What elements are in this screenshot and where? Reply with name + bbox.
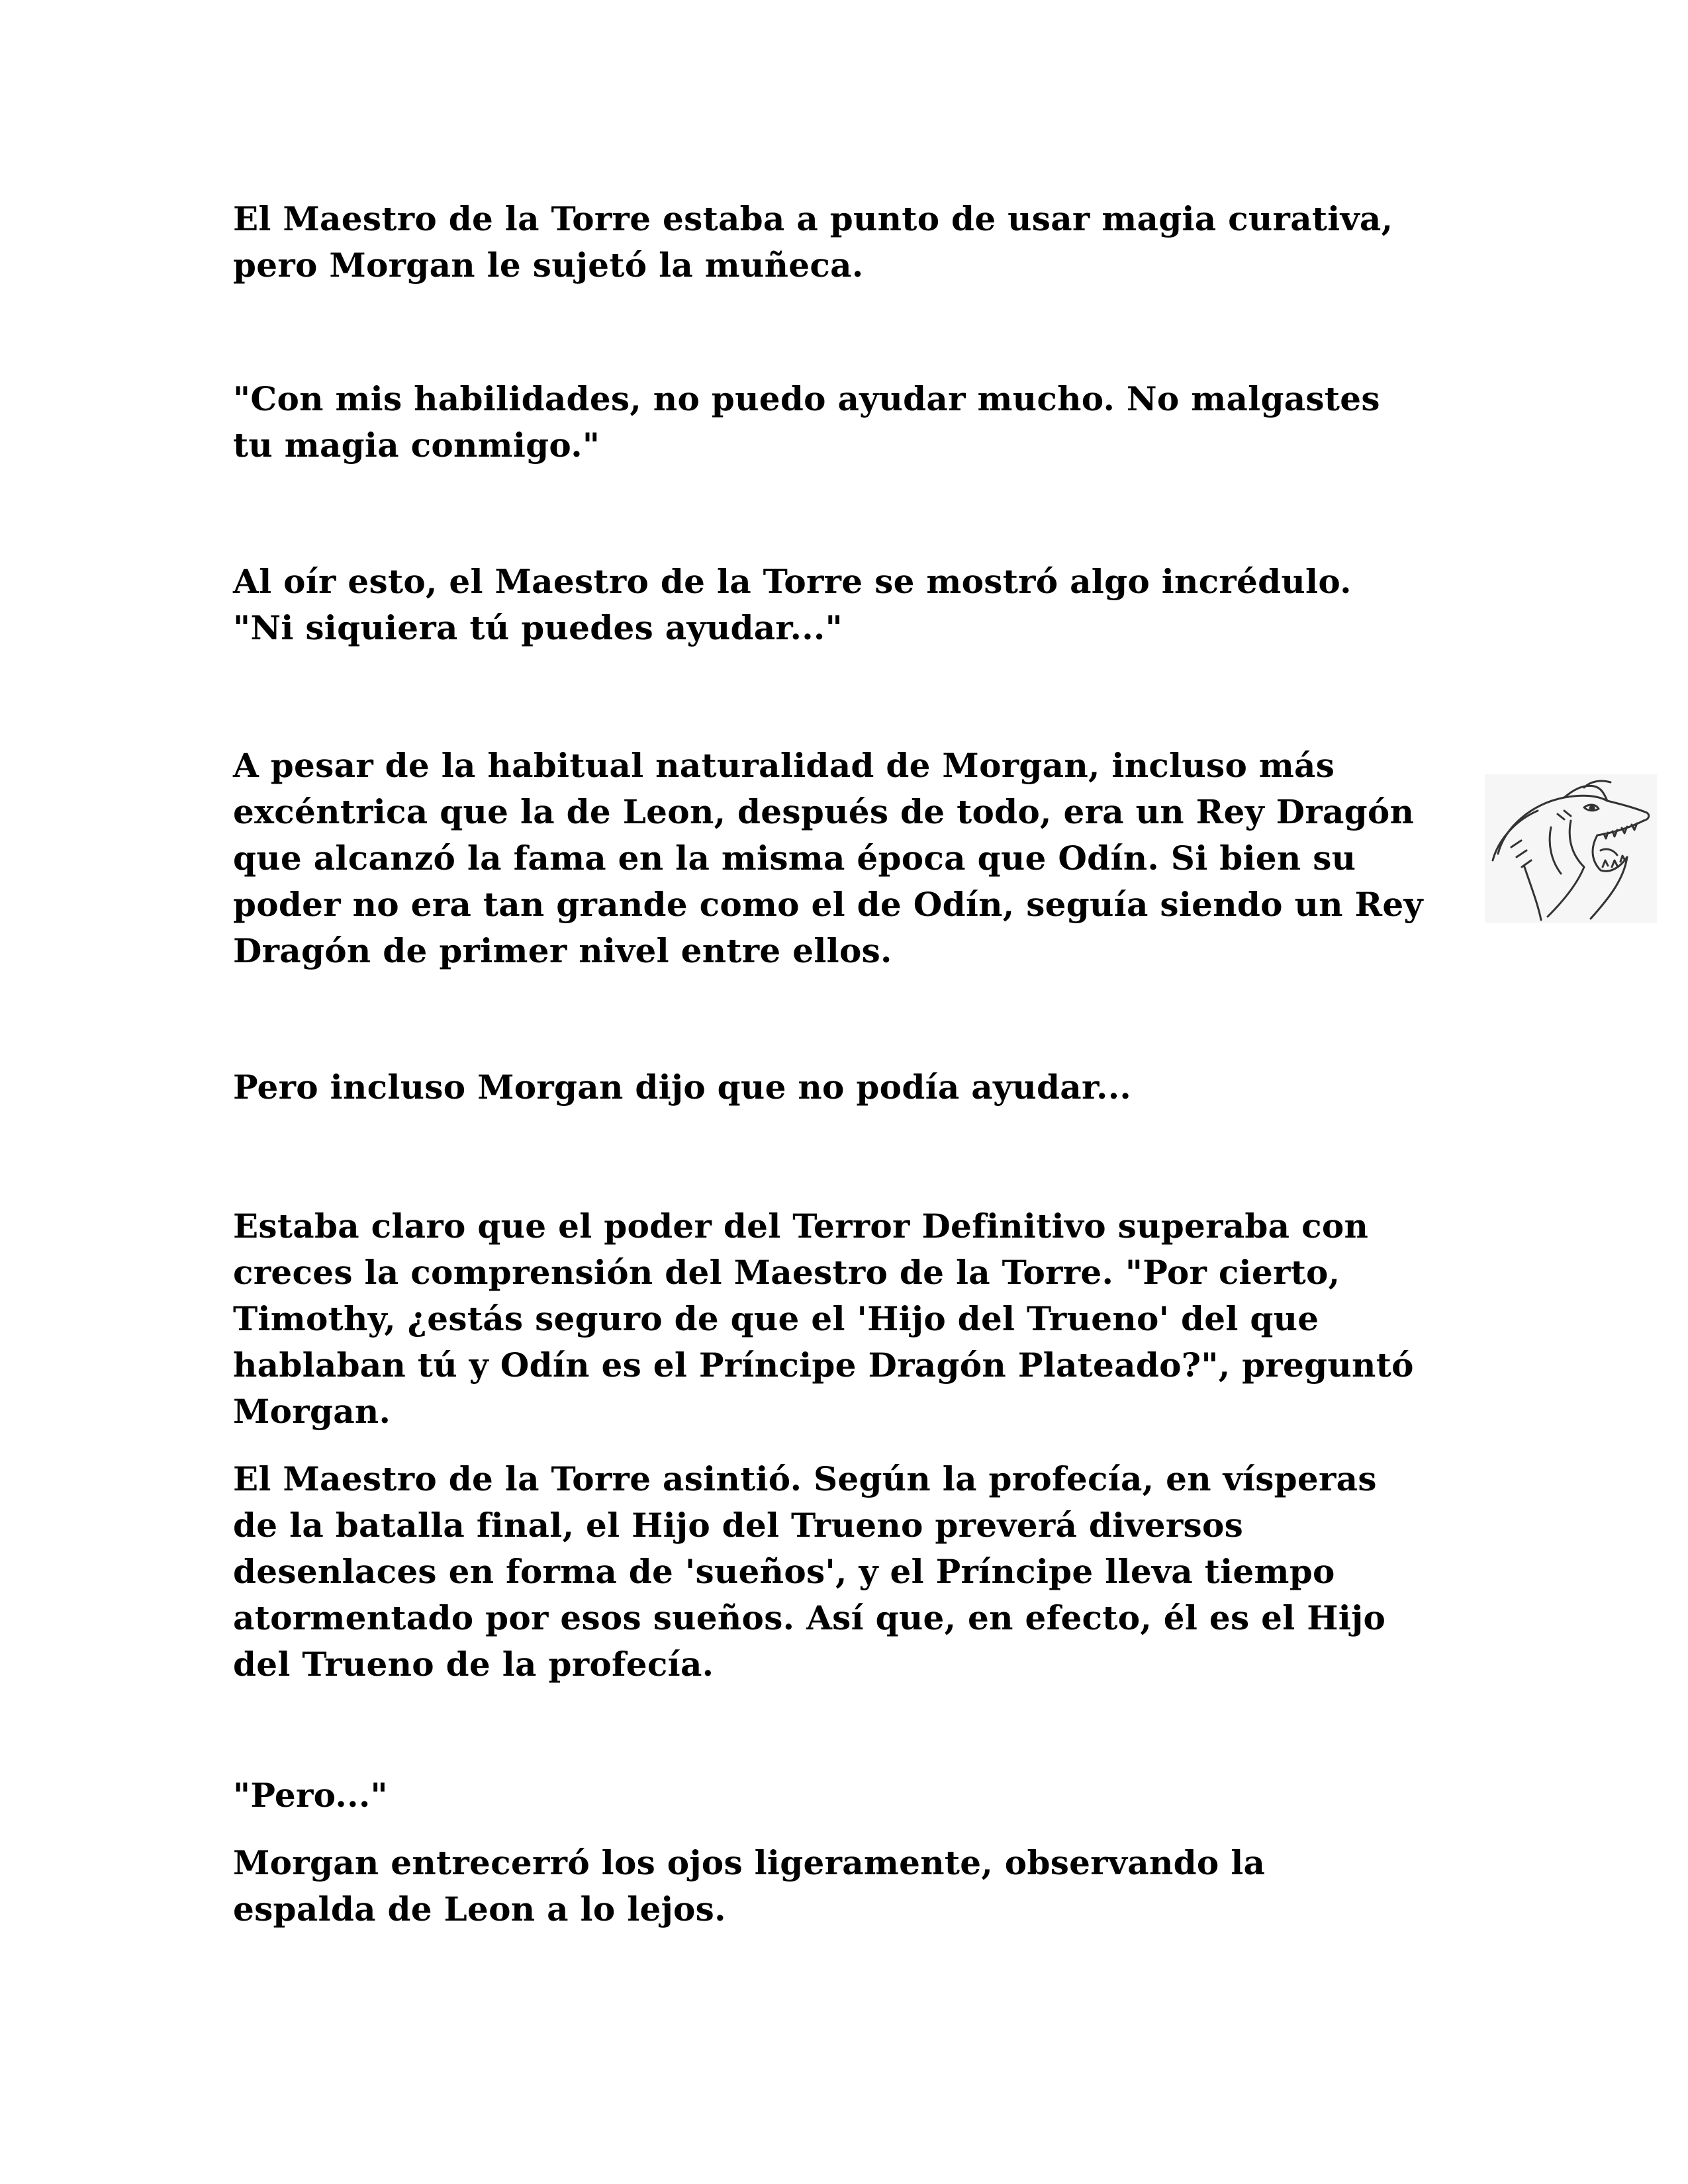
text-line: El Maestro de la Torre asintió. Según la profecía, en vísperas (233, 1459, 1377, 1498)
text-line: El Maestro de la Torre estaba a punto de usar magia curativa, (233, 199, 1393, 238)
text-line: Morgan. (233, 1392, 391, 1431)
text-line: Dragón de primer nivel entre ellos. (233, 931, 892, 970)
text-line: hablaban tú y Odín es el Príncipe Dragón Plateado?", preguntó (233, 1345, 1414, 1385)
text-line: de la batalla final, el Hijo del Trueno preverá diversos (233, 1506, 1244, 1545)
text-line: Morgan entrecerró los ojos ligeramente, observando la (233, 1843, 1266, 1882)
text-line: A pesar de la habitual naturalidad de Morgan, incluso más (233, 746, 1335, 785)
paragraph-1 (233, 196, 1491, 289)
text-line: tu magia conmigo." (233, 426, 600, 465)
text-line: que alcanzó la fama en la misma época que Odín. Si bien su (233, 839, 1356, 878)
text-line: Al oír esto, el Maestro de la Torre se mostró algo incrédulo. (233, 562, 1352, 601)
paragraph-3 (233, 559, 1491, 651)
text-line: Estaba claro que el poder del Terror Definitivo superaba con (233, 1206, 1369, 1246)
paragraph-5 (233, 1064, 1491, 1111)
text-line: "Pero..." (233, 1776, 388, 1815)
paragraph-6 (233, 1203, 1491, 1435)
text-line: espalda de Leon a lo lejos. (233, 1889, 726, 1929)
text-line: poder no era tan grande como el de Odín, seguía siendo un Rey (233, 885, 1423, 924)
text-line: del Trueno de la profecía. (233, 1645, 714, 1684)
text-line: Pero incluso Morgan dijo que no podía ayudar... (233, 1068, 1132, 1107)
text-line: "Con mis habilidades, no puedo ayudar mucho. No malgastes (233, 379, 1380, 418)
paragraph-7 (233, 1456, 1491, 1688)
paragraph-4 (233, 743, 1491, 974)
paragraph-9 (233, 1840, 1491, 1933)
text-line: "Ni siquiera tú puedes ayudar..." (233, 608, 843, 647)
paragraph-8 (233, 1772, 1491, 1819)
text-line: excéntrica que la de Leon, después de todo, era un Rey Dragón (233, 792, 1415, 831)
text-line: atormentado por esos sueños. Así que, en efecto, él es el Hijo (233, 1598, 1386, 1637)
text-line: desenlaces en forma de 'sueños', y el Príncipe lleva tiempo (233, 1552, 1335, 1591)
text-line: creces la comprensión del Maestro de la Torre. "Por cierto, (233, 1253, 1340, 1292)
dragon-head-sketch-icon (1485, 774, 1657, 923)
text-line: Timothy, ¿estás seguro de que el 'Hijo del Trueno' del que (233, 1299, 1319, 1338)
paragraph-2 (233, 376, 1491, 469)
text-line: pero Morgan le sujetó la muñeca. (233, 246, 864, 285)
